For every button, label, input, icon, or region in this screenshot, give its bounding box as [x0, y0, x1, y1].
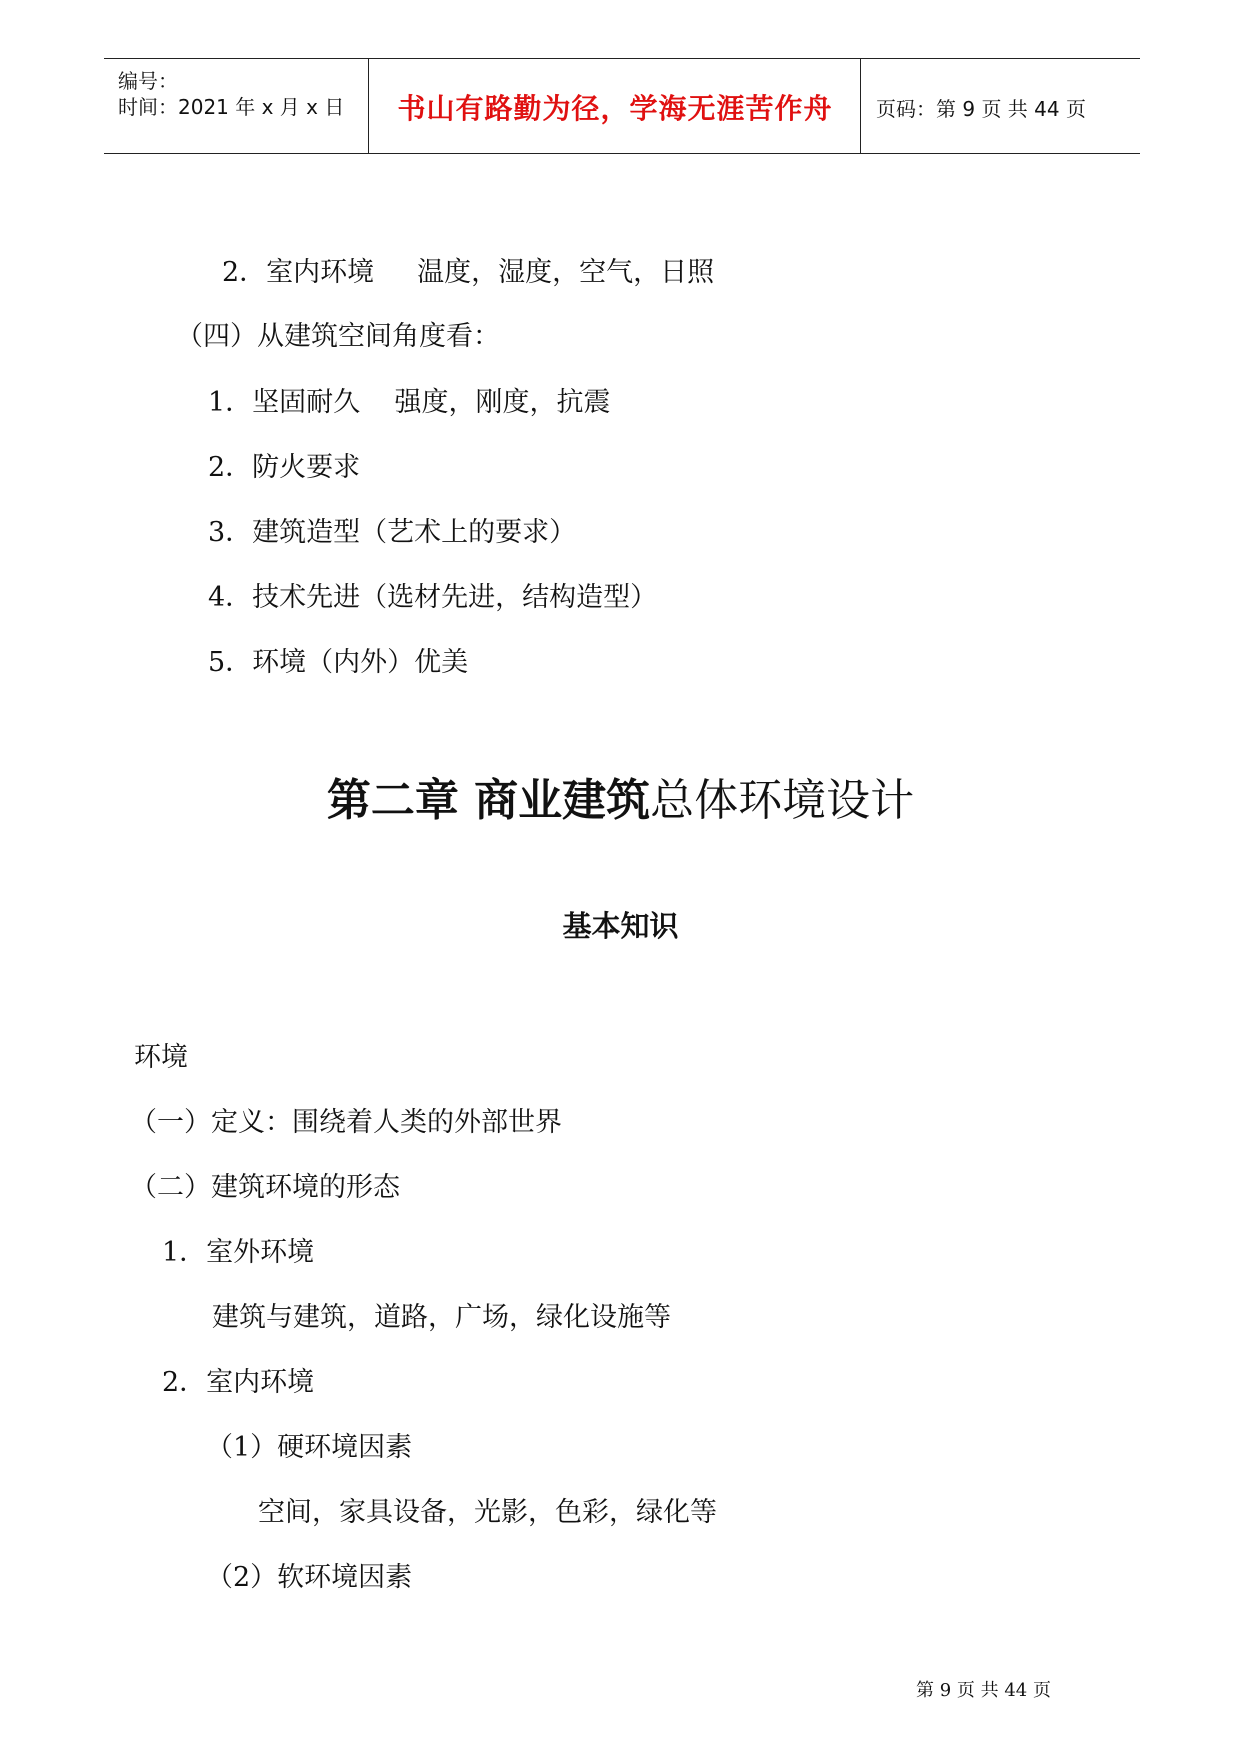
chapter-title-bold: 第二章 商业建筑	[326, 775, 651, 826]
motto: 书山有路勤为径，学海无涯苦作舟	[397, 92, 833, 125]
body-line: （四）从建筑空间角度看：	[176, 321, 500, 352]
body-line: 建筑与建筑，道路，广场，绿化设施等	[212, 1302, 671, 1333]
page-code: 页码：第 9 页 共 44 页	[876, 97, 1086, 121]
body-line: （一）定义：围绕着人类的外部世界	[130, 1107, 562, 1138]
body-line: （2）软环境因素	[206, 1562, 413, 1593]
time-label: 时间：2021 年 x 月 x 日	[118, 95, 345, 119]
body-line: 2．防火要求	[208, 452, 361, 483]
chapter-title-rest: 总体环境设计	[650, 775, 915, 826]
number-label: 编号：	[118, 69, 178, 93]
section-title: 基本知识	[562, 909, 679, 943]
chapter-title	[0, 764, 1241, 828]
body-line: 2．室内环境 温度，湿度，空气，日照	[222, 257, 715, 288]
body-line: 5．环境（内外）优美	[208, 647, 469, 678]
body-line: （二）建筑环境的形态	[130, 1172, 400, 1203]
body-line: 4．技术先进（选材先进，结构造型）	[208, 582, 658, 613]
body-line: 环境	[134, 1042, 188, 1073]
body-line: 1．坚固耐久 强度，刚度，抗震	[208, 387, 611, 418]
body-line: 2．室内环境	[162, 1367, 315, 1398]
body-line: （1）硬环境因素	[206, 1432, 413, 1463]
body-line: 3．建筑造型（艺术上的要求）	[208, 517, 577, 548]
body-line: 1．室外环境	[162, 1237, 315, 1268]
body-line: 空间，家具设备，光影，色彩，绿化等	[258, 1497, 717, 1528]
page-header	[104, 58, 1140, 154]
header-motto-cell	[370, 59, 861, 153]
header-page-cell	[862, 59, 1140, 153]
page-footer: 第 9 页 共 44 页	[916, 1680, 1051, 1701]
header-info-cell	[104, 59, 369, 153]
